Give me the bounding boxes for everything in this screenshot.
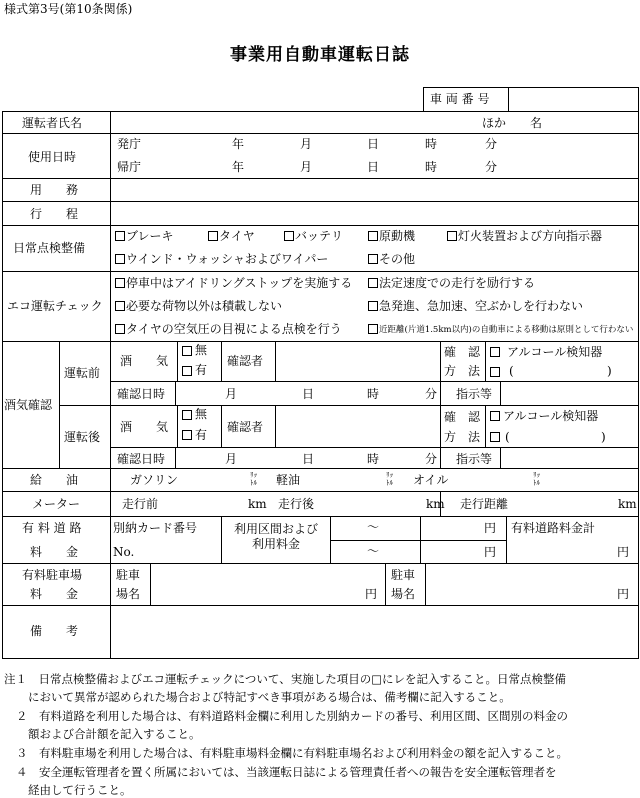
- eco-checkbox[interactable]: [368, 301, 378, 311]
- vehicle-number-label: 車 両 番 号: [430, 92, 490, 106]
- eco-checkbox[interactable]: [115, 301, 125, 311]
- eco-checkbox[interactable]: [115, 278, 125, 288]
- return-month-unit: 月: [300, 160, 313, 174]
- note-line: において異常が認められた場合および特記すべき事項がある場合は、備考欄に記入すること。: [28, 690, 511, 704]
- toll-total-label: 有料道路料金計: [511, 521, 596, 535]
- inspection-label: 日常点検整備: [13, 241, 86, 255]
- fuel-label: 給 油: [30, 473, 79, 487]
- route-label: 行 程: [30, 207, 79, 221]
- confirm-datetime-label-after: 確認日時: [117, 452, 166, 466]
- page-title: 事業用自動車運転日誌: [230, 45, 410, 65]
- paren-close-before: ): [607, 364, 612, 378]
- inspection-item-wiper: ウインド・ウォッシャおよびワイパー: [126, 252, 329, 266]
- parking-name-top-1: 駐車: [116, 568, 141, 582]
- parking-label-top: 有料駐車場: [22, 568, 83, 582]
- driver-name-label: 運転者氏名: [22, 116, 83, 130]
- sake-yes-label-before: 有: [195, 363, 208, 377]
- confirm-month-unit-before: 月: [225, 387, 238, 401]
- parking-name-top-2: 駐車: [391, 568, 416, 582]
- method-label-bottom-after: 方 法: [444, 430, 481, 444]
- note-line: ２ 有料道路を利用した場合は、有料道路料金欄に利用した別納カードの番号、利用区間、区間別の料金の: [16, 709, 568, 723]
- confirm-minute-unit-after: 分: [425, 452, 438, 466]
- eco-item-cargo: 必要な荷物以外は積載しない: [126, 299, 283, 313]
- toll-section-label-1: 利用区間および: [233, 522, 318, 536]
- inspection-checkbox[interactable]: [115, 231, 125, 241]
- before-driving-label: 運転前: [64, 366, 101, 380]
- return-minute-unit: 分: [485, 160, 498, 174]
- note-line: 経由して行うこと。: [28, 783, 132, 797]
- inspection-checkbox[interactable]: [208, 231, 218, 241]
- detector-checkbox-before[interactable]: [490, 347, 500, 357]
- confirmer-label-after: 確認者: [227, 420, 264, 434]
- usage-date-label: 使用日時: [28, 150, 77, 164]
- parking-name-bottom-1: 場名: [116, 587, 141, 601]
- inspection-item-battery: バッテリ: [295, 229, 344, 243]
- other-method-checkbox-before[interactable]: [490, 367, 500, 377]
- sake-none-label-after: 無: [195, 407, 208, 421]
- paren-close-after: ): [601, 430, 606, 444]
- return-hour-unit: 時: [425, 160, 438, 174]
- depart-hour-unit: 時: [425, 137, 438, 151]
- alcohol-check-label: 酒気確認: [4, 398, 53, 412]
- inspection-item-other: その他: [379, 252, 416, 266]
- toll-total-yen: 円: [617, 545, 630, 559]
- toll-no-label: No.: [113, 545, 135, 559]
- confirm-day-unit-before: 日: [302, 387, 315, 401]
- inspection-item-tire: タイヤ: [219, 229, 255, 243]
- return-day-unit: 日: [367, 160, 380, 174]
- oil-unit-top: ﾘｯ: [533, 471, 540, 479]
- eco-checkbox[interactable]: [115, 324, 125, 334]
- sake-none-label-before: 無: [195, 343, 208, 357]
- meter-after-km: km: [426, 497, 445, 511]
- inspection-checkbox[interactable]: [368, 254, 378, 264]
- sake-yes-checkbox-after[interactable]: [182, 430, 192, 440]
- inspection-checkbox[interactable]: [447, 231, 457, 241]
- inspection-checkbox[interactable]: [284, 231, 294, 241]
- toll-tilde-1: 〜: [367, 520, 380, 534]
- toll-label-bottom: 料 金: [30, 545, 79, 559]
- toll-yen-1: 円: [484, 521, 497, 535]
- confirm-datetime-label-before: 確認日時: [117, 387, 166, 401]
- return-label: 帰庁: [117, 160, 142, 174]
- instructions-label-after: 指示等: [456, 452, 493, 466]
- toll-tilde-2: 〜: [367, 544, 380, 558]
- confirm-month-unit-after: 月: [225, 452, 238, 466]
- eco-checkbox[interactable]: [368, 278, 378, 288]
- method-label-top-before: 確 認: [444, 345, 481, 359]
- detector-label-before: アルコール検知器: [507, 345, 603, 359]
- other-method-checkbox-after[interactable]: [490, 432, 500, 442]
- detector-checkbox-after[interactable]: [490, 411, 500, 421]
- note-line: ４ 安全運転管理者を置く所属においては、当該運転日誌による管理責任者への報告を安全運転管理者を: [16, 765, 557, 779]
- detector-label-after: アルコール検知器: [503, 409, 599, 423]
- meter-distance-label: 走行距離: [460, 497, 509, 511]
- sake-none-checkbox-after[interactable]: [182, 410, 192, 420]
- parking-yen-2: 円: [617, 587, 630, 601]
- confirm-hour-unit-before: 時: [367, 387, 380, 401]
- remarks-label: 備 考: [30, 624, 79, 638]
- depart-year-unit: 年: [232, 137, 245, 151]
- oil-label: オイル: [413, 473, 449, 487]
- paren-open-after: (: [505, 430, 510, 444]
- eco-checkbox[interactable]: [368, 324, 378, 334]
- eco-label: エコ運転チェック: [7, 299, 103, 313]
- eco-item-speed: 法定速度での走行を励行する: [379, 276, 536, 290]
- meter-after-label: 走行後: [278, 497, 315, 511]
- inspection-checkbox[interactable]: [115, 254, 125, 264]
- sake-yes-checkbox-before[interactable]: [182, 366, 192, 376]
- note-line: 注１ 日常点検整備およびエコ運転チェックについて、実施した項目の□にレを記入すること。日常点検整備: [4, 672, 567, 686]
- sake-label-after: 酒 気: [120, 420, 169, 434]
- return-year-unit: 年: [232, 160, 245, 174]
- confirmer-label-before: 確認者: [227, 354, 264, 368]
- eco-item-short-distance: 近距離(片道1.5km以内)の自動車による移動は原則として行わない: [379, 325, 634, 335]
- inspection-item-engine: 原動機: [379, 229, 416, 243]
- toll-yen-2: 円: [484, 545, 497, 559]
- gasoline-label: ガソリン: [130, 473, 179, 487]
- depart-month-unit: 月: [300, 137, 313, 151]
- inspection-checkbox[interactable]: [368, 231, 378, 241]
- note-line: 額および合計額を記入すること。: [28, 727, 201, 741]
- depart-minute-unit: 分: [485, 137, 498, 151]
- light-oil-label: 軽油: [276, 473, 301, 487]
- parking-name-bottom-2: 場名: [391, 587, 416, 601]
- toll-section-label-2: 利用料金: [251, 537, 300, 551]
- toll-label-top: 有 料 道 路: [22, 521, 82, 535]
- meter-distance-km: km: [618, 497, 637, 511]
- driver-other-count-label: ほか 名: [482, 116, 543, 130]
- after-driving-label: 運転後: [64, 430, 101, 444]
- confirm-day-unit-after: 日: [302, 452, 315, 466]
- gasoline-unit-top: ﾘｯ: [250, 471, 257, 479]
- inspection-item-lights: 灯火装置および方向指示器: [458, 229, 603, 243]
- meter-before-label: 走行前: [122, 497, 159, 511]
- form-label: 様式第3号(第10条関係): [4, 2, 133, 16]
- method-label-bottom-before: 方 法: [444, 364, 481, 378]
- eco-item-acceleration: 急発進、急加速、空ぶかしを行わない: [379, 299, 584, 313]
- gasoline-unit-bottom: ﾄﾙ: [250, 479, 257, 487]
- business-label: 用 務: [30, 183, 79, 197]
- meter-before-km: km: [248, 497, 267, 511]
- main-table-border: [3, 112, 639, 659]
- sake-label-before: 酒 気: [120, 354, 169, 368]
- sake-yes-label-after: 有: [195, 428, 208, 442]
- method-label-top-after: 確 認: [444, 410, 481, 424]
- light-oil-unit-top: ﾘｯ: [386, 471, 393, 479]
- depart-label: 発庁: [117, 137, 142, 151]
- note-line: ３ 有料駐車場を利用した場合は、有料駐車場料金欄に有料駐車場名および利用料金の額を記入すること。: [16, 746, 568, 760]
- parking-yen-1: 円: [365, 587, 378, 601]
- instructions-label-before: 指示等: [456, 387, 493, 401]
- confirm-hour-unit-after: 時: [367, 452, 380, 466]
- oil-unit-bottom: ﾄﾙ: [533, 479, 540, 487]
- meter-label: メーター: [32, 497, 81, 511]
- confirm-minute-unit-before: 分: [425, 387, 438, 401]
- parking-label-bottom: 料 金: [30, 587, 79, 601]
- depart-day-unit: 日: [367, 137, 380, 151]
- inspection-item-brake: ブレーキ: [126, 229, 174, 243]
- sake-none-checkbox-before[interactable]: [182, 346, 192, 356]
- toll-card-number-label: 別納カード番号: [113, 521, 198, 535]
- light-oil-unit-bottom: ﾄﾙ: [386, 479, 393, 487]
- eco-item-idling: 停車中はアイドリングストップを実施する: [126, 276, 353, 290]
- eco-item-tire-pressure: タイヤの空気圧の目視による点検を行う: [126, 322, 342, 336]
- paren-open-before: (: [509, 364, 514, 378]
